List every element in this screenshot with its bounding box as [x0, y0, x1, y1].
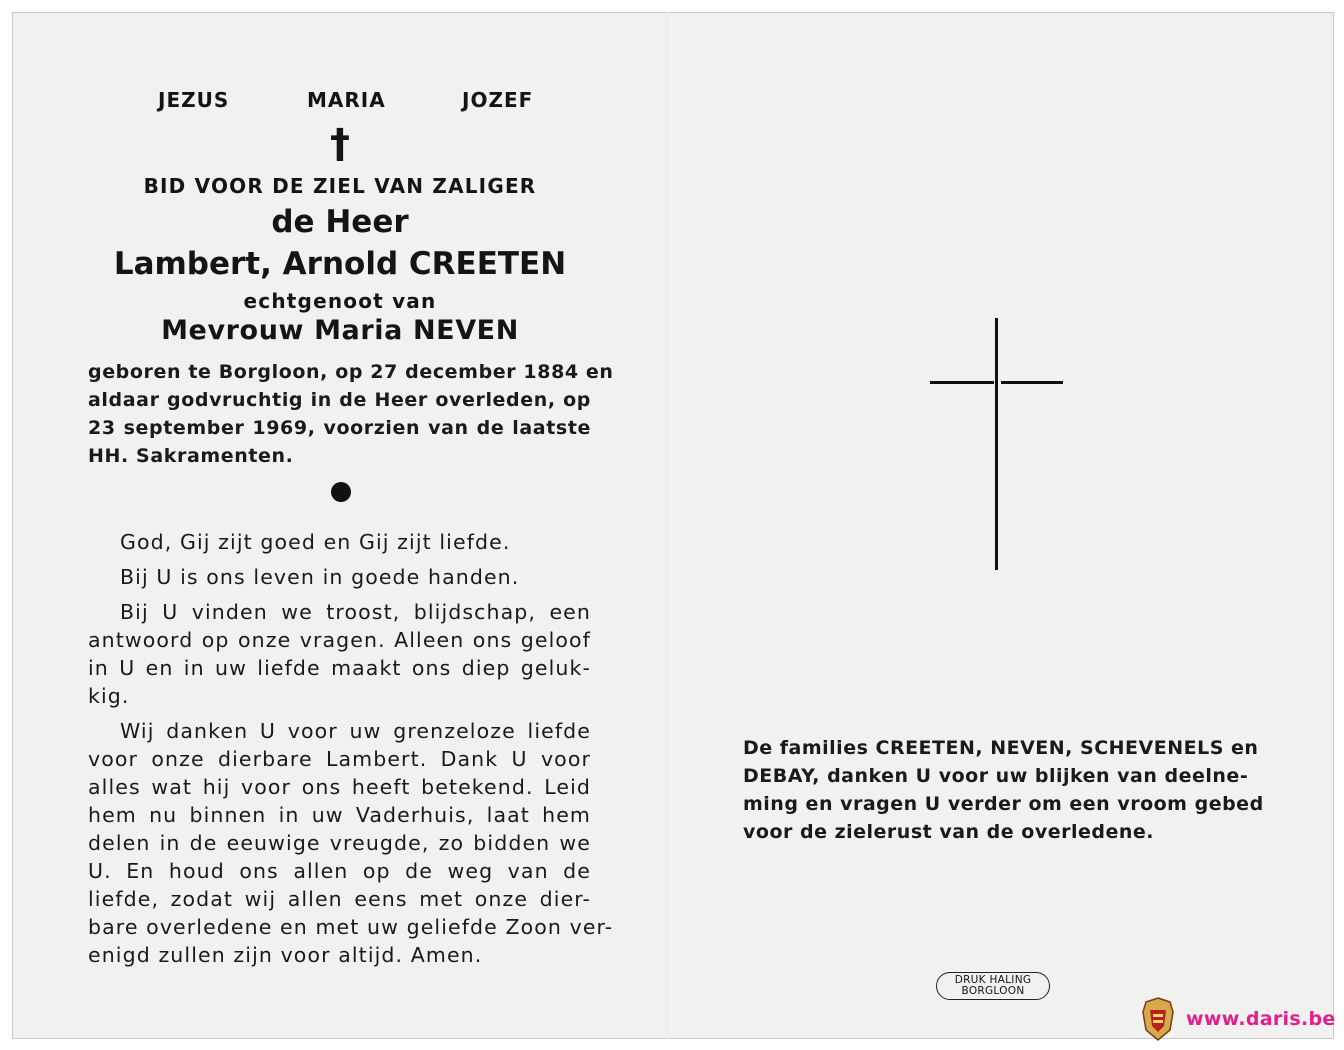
prayer-line: Bij U is ons leven in goede handen. [120, 565, 520, 589]
bid-line: BID VOOR DE ZIEL VAN ZALIGER [143, 174, 537, 198]
prayer-line: Wij danken U voor uw grenzeloze liefde [120, 719, 591, 743]
large-cross-arm-right [1001, 381, 1063, 384]
thanks-line: ming en vragen U verder om een vroom gebed [743, 793, 1264, 815]
printer-line-2: BORGLOON [961, 985, 1025, 997]
printer-line-1: DRUK HALING [954, 974, 1032, 986]
prayer-line: antwoord op onze vragen. Alleen ons geloof [88, 628, 591, 652]
thanks-line: voor de zielerust van de overledene. [743, 821, 1154, 843]
prayer-line: voor onze dierbare Lambert. Dank U voor [88, 747, 591, 771]
prayer-line: Bij U vinden we troost, blijdschap, een [120, 600, 591, 624]
crest-logo-icon [1140, 996, 1176, 1042]
prayer-line: in U en in uw liefde maakt ons diep geluk- [88, 656, 591, 680]
prayer-line: kig. [88, 684, 130, 708]
small-cross-icon: † [330, 121, 350, 167]
bullet-dot-icon [331, 482, 351, 502]
prayer-line: U. En houd ons allen op de weg van de [88, 859, 591, 883]
title-de-heer: de Heer [271, 204, 409, 240]
bio-line: 23 september 1969, voorzien van de laatste [88, 417, 591, 439]
thanks-line: DEBAY, danken U voor uw blijken van deelne- [743, 765, 1249, 787]
prayer-paragraph-4 [88, 717, 614, 969]
thanks-paragraph [743, 734, 1264, 846]
spouse-name: Mevrouw Maria NEVEN [161, 315, 519, 346]
thanks-line: De families CREETEN, NEVEN, SCHEVENELS en [743, 737, 1259, 759]
prayer-line: bare overledene en met uw geliefde Zoon ver- [88, 915, 614, 939]
header-maria: MARIA [307, 88, 386, 112]
header-jozef: JOZEF [462, 88, 534, 112]
card-fold [667, 12, 669, 1039]
header-jezus: JEZUS [158, 88, 230, 112]
spouse-intro: echtgenoot van [243, 289, 437, 313]
printer-stamp [936, 972, 1050, 1000]
large-cross-arm-left [930, 381, 994, 384]
prayer-line: delen in de eeuwige vreugde, zo bidden we [88, 831, 591, 855]
prayer-line: God, Gij zijt goed en Gij zijt liefde. [120, 530, 511, 554]
bio-line: aldaar godvruchtig in de Heer overleden, op [88, 389, 591, 411]
large-cross-vertical [995, 318, 998, 570]
prayer-line: enigd zullen zijn voor altijd. Amen. [88, 943, 483, 967]
prayer-line: liefde, zodat wij allen eens met onze dier- [88, 887, 591, 911]
deceased-name: Lambert, Arnold CREETEN [113, 246, 567, 282]
bio-line: geboren te Borgloon, op 27 december 1884 en [88, 361, 614, 383]
prayer-paragraph-1 [120, 528, 590, 556]
prayer-paragraph-2 [120, 563, 590, 591]
bio-line: HH. Sakramenten. [88, 445, 294, 467]
biography [88, 358, 614, 470]
watermark-text: www.daris.be [1186, 1008, 1336, 1030]
prayer-line: alles wat hij voor ons heeft betekend. Leid [88, 775, 591, 799]
prayer-paragraph-3 [88, 598, 591, 710]
prayer-line: hem nu binnen in uw Vaderhuis, laat hem [88, 803, 591, 827]
